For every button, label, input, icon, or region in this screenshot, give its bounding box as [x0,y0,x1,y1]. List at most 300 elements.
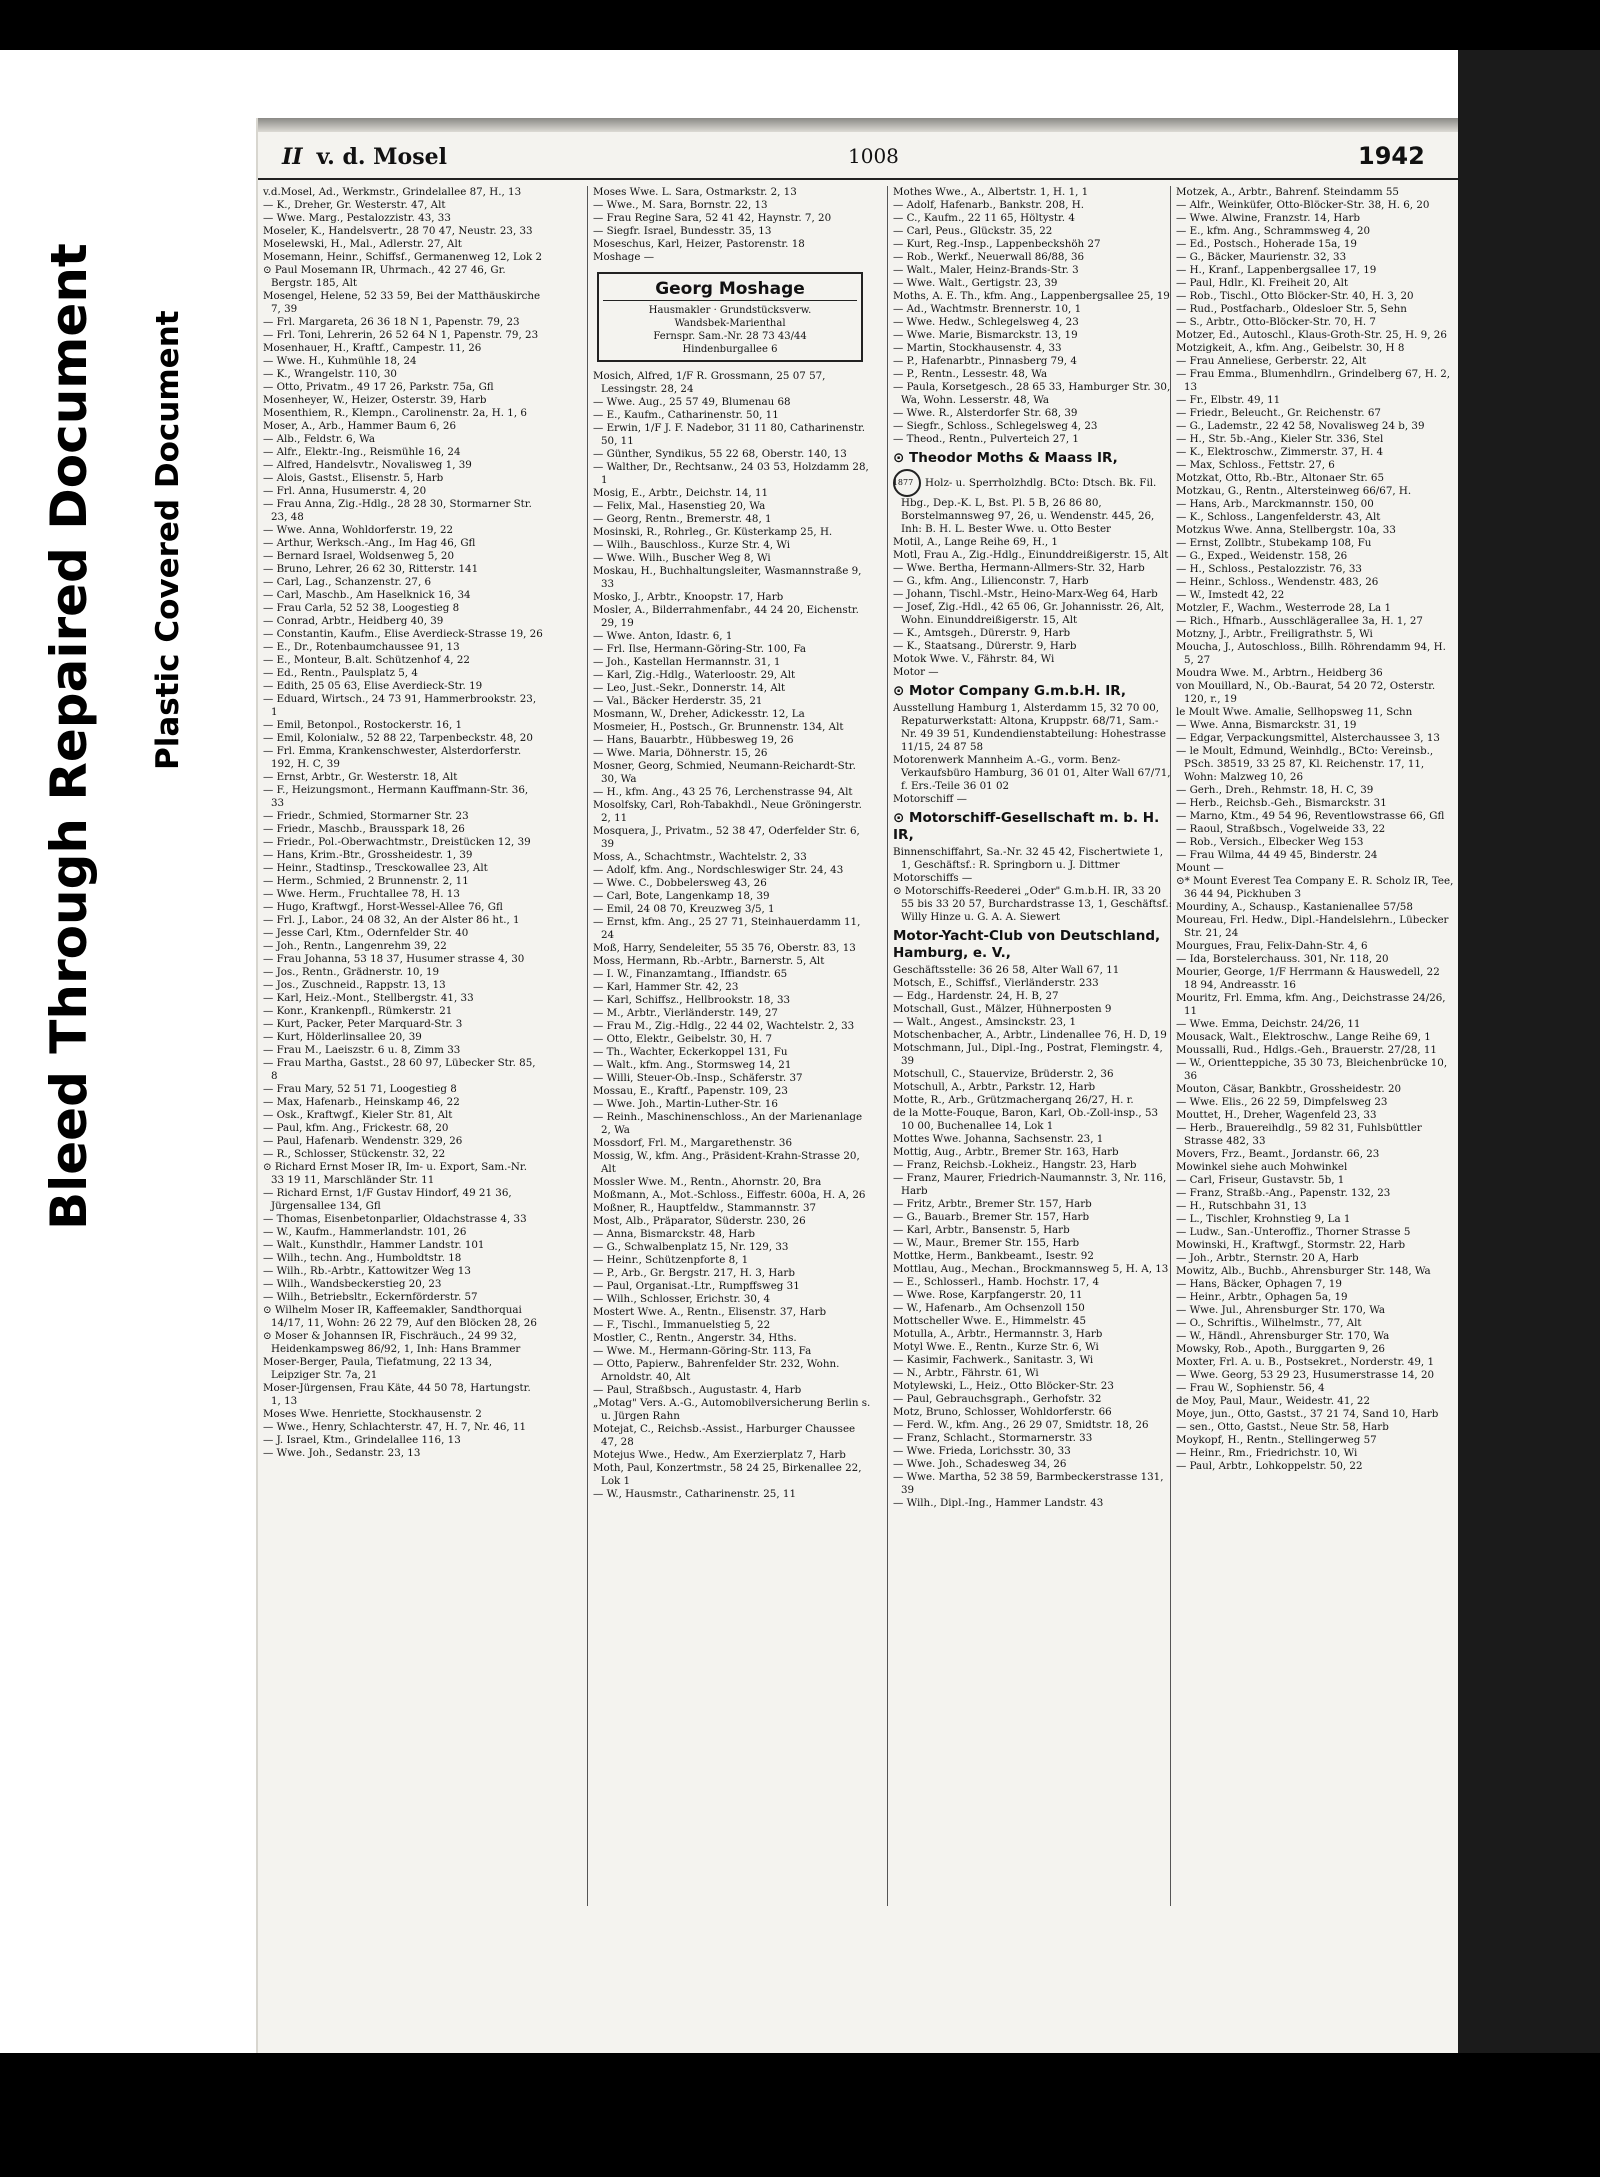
directory-entry: — F., Tischl., Immanuelstieg 5, 22 [593,1319,771,1331]
directory-entry: — Jos., Zuschneid., Rappstr. 13, 13 [263,979,446,991]
moshage-ad-line: Hindenburgallee 6 [682,344,778,355]
directory-entry: — Conrad, Arbtr., Heidberg 40, 39 [263,615,444,627]
directory-entry: — Wwe. H., Kuhmühle 18, 24 [263,355,417,367]
directory-entry: — Wwe. Bertha, Hermann-Allmers-Str. 32, Harb [893,562,1145,574]
directory-entry: — Ludw., San.-Unteroffiz., Thorner Strasse 5 [1176,1226,1411,1238]
directory-entry: — Karl, Zig.-Hdlg., Waterloostr. 29, Alt [593,669,796,681]
directory-entry: Motsch, E., Schiffsf., Vierländerstr. 233 [893,977,1099,989]
directory-entry: — Frau M., Zig.-Hdlg., 22 44 02, Wachtelstr. 2, 33 [593,1020,855,1032]
page-top-shadow [258,118,1458,132]
directory-entry: — Hans, Bäcker, Ophagen 7, 19 [1176,1278,1342,1290]
column-1 [263,186,543,1936]
directory-entry: Mowinski, H., Kraftwgf., Stormstr. 22, Harb [1176,1239,1406,1251]
directory-entry: — J. Israel, Ktm., Grindelallee 116, 13 [263,1434,461,1446]
directory-entry: — Wilh., Wandsbeckerstieg 20, 23 [263,1278,442,1290]
yacht-club-ad [893,928,1173,977]
directory-entry: Moshage — [593,251,655,263]
directory-entry: — Walt., Angest., Amsinckstr. 23, 1 [893,1016,1077,1028]
directory-entry: — W., Kaufm., Hammerlandstr. 101, 26 [263,1226,467,1238]
directory-entry: Motschull, C., Stauervize, Brüderstr. 2, 36 [893,1068,1114,1080]
directory-entry: — G., Bäcker, Maurienstr. 32, 33 [1176,251,1347,263]
directory-entry: — Herm., Schmied, 2 Brunnenstr. 2, 11 [263,875,469,887]
motor-company-ad [893,683,1173,754]
directory-entry: de Moy, Paul, Maur., Weidestr. 41, 22 [1176,1395,1371,1407]
column-2 [593,186,873,1936]
directory-entry: — Wwe. Alwine, Franzstr. 14, Harb [1176,212,1361,224]
directory-entry: — Frl. Emma, Krankenschwester, Alsterdorferstr. 192, H. C, 39 [263,745,522,770]
directory-entry: — Heinr., Schloss., Wendenstr. 483, 26 [1176,576,1379,588]
directory-entry: Mosolfsky, Carl, Roh-Tabakhdl., Neue Gröningerstr. 2, 11 [593,799,862,824]
directory-entry: Mottke, Herm., Bankbeamt., Isestr. 92 [893,1250,1094,1262]
directory-entry: — Kurt, Hölderlinsallee 20, 39 [263,1031,422,1043]
directory-entry: — Ida, Borstelerchauss. 301, Nr. 118, 20 [1176,953,1389,965]
directory-entry: ⊙ Wilhelm Moser IR, Kaffeemakler, Sandthorquai 14/17, 11, Wohn: 26 22 79, Auf den Blöcken 28, 26 [263,1304,537,1329]
directory-entry: — M., Arbtr., Vierländerstr. 149, 27 [593,1007,778,1019]
directory-entry: Mouritz, Frl. Emma, kfm. Ang., Deichstrasse 24/26, 11 [1176,992,1446,1017]
directory-entry: Motschenbacher, A., Arbtr., Lindenallee 76, H. D, 19 [893,1029,1167,1041]
directory-entry: Moßner, R., Hauptfeldw., Stammannstr. 37 [593,1202,817,1214]
directory-entry: Motil, A., Lange Reihe 69, H., 1 [893,536,1058,548]
directory-entry: — P., Hafenarbtr., Pinnasberg 79, 4 [893,355,1077,367]
column-3-part-e [893,977,1173,1510]
directory-entry: Moses Wwe. L. Sara, Ostmarkstr. 2, 13 [593,186,797,198]
directory-entry: — Constantin, Kaufm., Elise Averdieck-Strasse 19, 26 [263,628,543,640]
directory-entry: Moureau, Frl. Hedw., Dipl.-Handelslehrn., Lübecker Str. 21, 24 [1176,914,1449,939]
directory-entry: „Motag" Vers. A.-G., Automobilversicherung Berlin s. u. Jürgen Rahn [593,1397,871,1422]
directory-entry: — F., Heizungsmont., Hermann Kauffmann-Str. 36, 33 [263,784,529,809]
directory-entry: Motte, R., Arb., Grützmacherganq 26/27, H. r. [893,1094,1134,1106]
directory-entry: — Siegfr. Israel, Bundesstr. 35, 13 [593,225,772,237]
directory-entry: — Wwe. Frieda, Lorichsstr. 30, 33 [893,1445,1071,1457]
directory-entry: — Raoul, Straßbsch., Vogelweide 33, 22 [1176,823,1386,835]
directory-entry: — Max, Schloss., Fettstr. 27, 6 [1176,459,1335,471]
directory-entry: — P., Arb., Gr. Bergstr. 217, H. 3, Harb [593,1267,795,1279]
column-divider [587,186,588,1906]
directory-entry: — Felix, Mal., Hasenstieg 20, Wa [593,500,766,512]
column-2-part-a [593,186,873,264]
directory-entry: — Josef, Zig.-Hdl., 42 65 06, Gr. Johannisstr. 26, Alt, Wohn. Einunddreißigerstr. 15, Alt [893,601,1165,626]
directory-entry: — Richard Ernst, 1/F Gustav Hindorf, 49 21 36, Jürgensallee 134, Gfl [263,1187,512,1212]
directory-entry: — Franz, Maurer, Friedrich-Naumannstr. 3, Nr. 116, Harb [893,1172,1167,1197]
directory-entry: Moß, Harry, Sendeleiter, 55 35 76, Oberstr. 83, 13 [593,942,856,954]
directory-entry: — Bernard Israel, Woldsenweg 5, 20 [263,550,455,562]
directory-entry: — Fritz, Arbtr., Bremer Str. 157, Harb [893,1198,1092,1210]
directory-entry: Moucha, J., Autoschloss., Billh. Röhrendamm 94, H. 5, 27 [1176,641,1446,666]
directory-entry: ⊙ Richard Ernst Moser IR, Im- u. Export, Sam.-Nr. 33 19 11, Marschländer Str. 11 [263,1161,527,1186]
directory-entry: Mosengel, Helene, 52 33 59, Bei der Matthäuskirche 7, 39 [263,290,541,315]
directory-entry: — Ad., Wachtmstr. Brennerstr. 10, 1 [893,303,1082,315]
directory-entry: — Heinr., Stadtinsp., Tresckowallee 23, Alt [263,862,488,874]
directory-entry: — L., Tischler, Krohnstieg 9, La 1 [1176,1213,1351,1225]
yacht-club-title: Motor-Yacht-Club von Deutschland, Hamburg, e. V., [893,928,1161,961]
directory-entry: Motorschiff — [893,793,967,805]
directory-entry: — N., Arbtr., Fährstr. 61, Wi [893,1367,1039,1379]
directory-entry: — Alb., Feldstr. 6, Wa [263,433,375,445]
directory-entry: — S., Arbtr., Otto-Blöcker-Str. 70, H. 7 [1176,316,1376,328]
moshage-ad-line: Hausmakler · Grundstücksverw. [648,305,812,316]
directory-entry: Moths, A. E. Th., kfm. Ang., Lappenbergsallee 25, 19 [893,290,1170,302]
directory-entry: v.d.Mosel, Ad., Werkmstr., Grindelallee 87, H., 13 [263,186,522,198]
directory-entry: — Wwe. Wilh., Buscher Weg 8, Wi [593,552,771,564]
directory-entry: — Eduard, Wirtsch., 24 73 91, Hammerbrookstr. 23, 1 [263,693,537,718]
directory-entry: — H., Str. 5b.-Ang., Kieler Str. 336, Stel [1176,433,1384,445]
directory-entry: Mottlau, Aug., Mechan., Brockmannsweg 5, H. A, 13 [893,1263,1169,1275]
directory-entry: — Otto, Papierw., Bahrenfelder Str. 232, Wohn. Arnoldstr. 40, Alt [593,1358,840,1383]
directory-entry: — Walt., Maler, Heinz-Brands-Str. 3 [893,264,1079,276]
directory-entry: — Paul, kfm. Ang., Frickestr. 68, 20 [263,1122,449,1134]
directory-entry: Moser-Jürgensen, Frau Käte, 44 50 78, Hartungstr. 1, 13 [263,1382,531,1407]
directory-entry: — Wwe. Joh., Martin-Luther-Str. 16 [593,1098,778,1110]
directory-entry: — Siegfr., Schloss., Schlegelsweg 4, 23 [893,420,1098,432]
directory-entry: Mottes Wwe. Johanna, Sachsenstr. 23, 1 [893,1133,1104,1145]
directory-entry: — Frau M., Laeiszstr. 6 u. 8, Zimm 33 [263,1044,461,1056]
directory-entry: — Kurt, Reg.-Insp., Lappenbeckshöh 27 [893,238,1101,250]
directory-entry: — Joh., Rentn., Langenrehm 39, 22 [263,940,447,952]
directory-entry: Motzek, A., Arbtr., Bahrenf. Steindamm 55 [1176,186,1399,198]
directory-entry: — Edgar, Verpackungsmittel, Alsterchaussee 3, 13 [1176,732,1440,744]
directory-entry: Mosenheyer, W., Heizer, Osterstr. 39, Harb [263,394,487,406]
directory-entry: — Jesse Carl, Ktm., Odernfelder Str. 40 [263,927,469,939]
directory-entry: — Rud., Postfacharb., Oldesloer Str. 5, Sehn [1176,303,1407,315]
directory-entry: — Edg., Hardenstr. 24, H. B, 27 [893,990,1059,1002]
directory-entry: Mosich, Alfred, 1/F R. Grossmann, 25 07 57, Lessingstr. 28, 24 [593,370,826,395]
directory-entry: — Thomas, Eisenbetonparlier, Oldachstrasse 4, 33 [263,1213,527,1225]
directory-entry: — Wwe. Rose, Karpfangerstr. 20, 11 [893,1289,1083,1301]
directory-entry: — Reinh., Maschinenschloss., An der Marienanlage 2, Wa [593,1111,863,1136]
directory-entry: — Herb., Brauereihdlg., 59 82 31, Fuhlsbüttler Strasse 482, 33 [1176,1122,1422,1147]
directory-entry: — Karl, Heiz.-Mont., Stellbergstr. 41, 33 [263,992,474,1004]
directory-entry: — Paul, Hafenarb. Wendenstr. 329, 26 [263,1135,463,1147]
directory-entry: — K., Schloss., Langenfelderstr. 43, Alt [1176,511,1381,523]
directory-entry: Motulla, A., Arbtr., Hermannstr. 3, Harb [893,1328,1103,1340]
directory-entry: — G., Lademstr., 22 42 58, Novalisweg 24 b, 39 [1176,420,1425,432]
directory-entry: — E., Kaufm., Catharinenstr. 50, 11 [593,409,779,421]
column-divider [887,186,888,1906]
yacht-club-text: Geschäftsstelle: 36 26 58, Alter Wall 67, 11 [893,964,1120,976]
directory-entry: — Frau W., Sophienstr. 56, 4 [1176,1382,1325,1394]
directory-entry: — Carl, Lag., Schanzenstr. 27, 6 [263,576,432,588]
directory-entry: — le Moult, Edmund, Weinhdlg., BCto: Vereinsb., PSch. 38519, 33 25 87, Kl. Reichenstr. 17, 11, Wohn: Malzweg 10, 26 [1176,745,1434,783]
directory-entry: — Rich., Hfnarb., Ausschlägerallee 3a, H. 1, 27 [1176,615,1423,627]
directory-entry: — Marno, Ktm., 49 54 96, Reventlowstrasse 66, Gfl [1176,810,1445,822]
directory-entry: — Wilh., Betriebsltr., Eckernförderstr. 57 [263,1291,478,1303]
directory-entry: Most, Alb., Präparator, Süderstr. 230, 26 [593,1215,806,1227]
directory-entry: — Otto, Privatm., 49 17 26, Parkstr. 75a, Gfl [263,381,494,393]
directory-entry: — Osk., Kraftwgf., Kieler Str. 81, Alt [263,1109,453,1121]
directory-entry: Mowsky, Rob., Apoth., Burggarten 9, 26 [1176,1343,1385,1355]
header-section: v. d. Mosel [316,144,447,170]
directory-entry: — Wwe. Anton, Idastr. 6, 1 [593,630,733,642]
bottom-black-border [0,2053,1600,2177]
directory-entry: — H., Rutschbahn 31, 13 [1176,1200,1307,1212]
directory-entry: Moth, Paul, Konzertmstr., 58 24 25, Birkenallee 22, Lok 1 [593,1462,862,1487]
directory-entry: — Frl. J., Labor., 24 08 32, An der Alster 86 ht., 1 [263,914,520,926]
directory-entry: Moxter, Frl. A. u. B., Postsekret., Norderstr. 49, 1 [1176,1356,1434,1368]
motorschiff-ges-title: ⊙ Motorschiff-Gesellschaft m. b. H. IR, [893,810,1160,843]
directory-entry: — Konr., Krankenpfl., Rümkerstr. 21 [263,1005,453,1017]
directory-entry: — Wwe., Henry, Schlachterstr. 47, H. 7, Nr. 46, 11 [263,1421,527,1433]
directory-entry: — Wwe. Georg, 53 29 23, Husumerstrasse 14, 20 [1176,1369,1435,1381]
directory-entry: — Hans, Bauarbtr., Hübbesweg 19, 26 [593,734,794,746]
motor-company-text: Ausstellung Hamburg 1, Alsterdamm 15, 32 70 00, Repaturwerkstatt: Altona, Kruppstr. 68/71, Sam.-Nr. 49 39 51, Kundendienstabteilung: Hohestrasse 11/15, 24 87 58 [893,702,1167,753]
directory-entry: Mosler, A., Bilderrahmenfabr., 44 24 20, Eichenstr. 29, 19 [593,604,859,629]
directory-entry: — Hans, Arb., Marckmannstr. 150, 00 [1176,498,1374,510]
right-dark-strip [1458,50,1600,2053]
directory-entry: Mosemann, Heinr., Schiffsf., Germanenweg 12, Lok 2 [263,251,543,263]
directory-entry: Mouttet, H., Dreher, Wagenfeld 23, 33 [1176,1109,1377,1121]
directory-entry: — Willi, Steuer-Ob.-Insp., Schäferstr. 37 [593,1072,803,1084]
directory-entry: ⊙ Moser & Johannsen IR, Fischräuch., 24 99 32, Heidenkampsweg 86/92, 1, Inh: Hans Brammer [263,1330,521,1355]
directory-entry: Mottscheller Wwe. E., Himmelstr. 45 [893,1315,1087,1327]
directory-entry: — E., Dr., Rotenbaumchaussee 91, 13 [263,641,460,653]
directory-entry: — Wwe. Hedw., Schlegelsweg 4, 23 [893,316,1079,328]
directory-entry: — K., Elektroschw., Zimmerstr. 37, H. 4 [1176,446,1384,458]
directory-entry: — C., Kaufm., 22 11 65, Höltystr. 4 [893,212,1075,224]
directory-entry: — Martin, Stockhausenstr. 4, 33 [893,342,1062,354]
moshage-advertisement [597,272,863,362]
directory-entry: — Ed., Rentn., Paulsplatz 5, 4 [263,667,418,679]
directory-entry: — K., Dreher, Gr. Westerstr. 47, Alt [263,199,446,211]
moshage-ad-line: Wandsbek-Marienthal [674,318,786,329]
directory-entry: — Rob., Versich., Elbecker Weg 153 [1176,836,1364,848]
motorschiff-ges-text: Binnenschiffahrt, Sa.-Nr. 32 45 42, Fischertwiete 1, 1, Geschäftsf.: R. Springborn u. J. Dittmer [893,846,1164,871]
directory-entry: Motzkau, G., Rentn., Altersteinweg 66/67, H. [1176,485,1412,497]
directory-entry: Motor — [893,666,939,678]
directory-entry: — Adolf, Hafenarb., Bankstr. 208, H. [893,199,1084,211]
directory-entry: de la Motte-Fouque, Baron, Karl, Ob.-Zoll-insp., 53 10 00, Buchenallee 14, Lok 1 [893,1107,1159,1132]
directory-entry: — Jos., Rentn., Grädnerstr. 10, 19 [263,966,440,978]
plastic-covered-label: Plastic Covered Document [150,310,186,770]
directory-entry: Moses Wwe. Henriette, Stockhausenstr. 2 [263,1408,482,1420]
directory-entry: — Max, Hafenarb., Heinskamp 46, 22 [263,1096,460,1108]
directory-entry: Mowitz, Alb., Buchb., Ahrensburger Str. 148, Wa [1176,1265,1431,1277]
directory-entry: — E., Schlosserl., Hamb. Hochstr. 17, 4 [893,1276,1100,1288]
directory-entry: — G., kfm. Ang., Lilienconstr. 7, Harb [893,575,1089,587]
directory-entry: — Frl. Toni, Lehrerin, 26 52 64 N 1, Papenstr. 79, 23 [263,329,539,341]
directory-entry: Moss, Hermann, Rb.-Arbtr., Barnerstr. 5, Alt [593,955,825,967]
directory-entry: — Carl, Friseur, Gustavstr. 5b, 1 [1176,1174,1345,1186]
directory-entry: le Moult Wwe. Amalie, Sellhopsweg 11, Schn [1176,706,1413,718]
directory-entry: — Kurt, Packer, Peter Marquard-Str. 3 [263,1018,463,1030]
moths-maass-logo-icon: 1877 [893,469,921,497]
directory-entry: Mosig, E., Arbtr., Deichstr. 14, 11 [593,487,769,499]
directory-entry: — Walt., Kunsthdlr., Hammer Landstr. 101 [263,1239,485,1251]
directory-entry: Mourgues, Frau, Felix-Dahn-Str. 4, 6 [1176,940,1368,952]
motorschiff-ges-ad [893,810,1173,872]
directory-entry: — Friedr., Pol.-Oberwachtmstr., Dreistücken 12, 39 [263,836,531,848]
directory-entry: Mourdiny, A., Schausp., Kastanienallee 57/58 [1176,901,1413,913]
bleed-through-label: Bleed Through Repaired Document [40,243,98,1230]
directory-entry: Motschmann, Jul., Dipl.-Ing., Postrat, Flemingstr. 4, 39 [893,1042,1163,1067]
column-4 [1176,186,1456,1936]
directory-entry: Moser-Berger, Paula, Tiefatmung, 22 13 34, Leipziger Str. 7a, 21 [263,1356,492,1381]
directory-entry: — R., Schlosser, Stückenstr. 32, 22 [263,1148,446,1160]
directory-entry: Moselewski, H., Mal., Adlerstr. 27, Alt [263,238,462,250]
directory-entry: — Wilh., Rb.-Arbtr., Kattowitzer Weg 13 [263,1265,471,1277]
directory-entry: — Carl, Peus., Glückstr. 35, 22 [893,225,1053,237]
directory-entry: Motl, Frau A., Zig.-Hdlg., Einunddreißigerstr. 15, Alt [893,549,1169,561]
directory-entry: Mosenhauer, H., Kraftf., Campestr. 11, 26 [263,342,482,354]
directory-entry: — Frau Anneliese, Gerberstr. 22, Alt [1176,355,1367,367]
top-black-border [0,0,1600,50]
directory-entry: — Anna, Bismarckstr. 48, Harb [593,1228,755,1240]
directory-entry: — Friedr., Beleucht., Gr. Reichenstr. 67 [1176,407,1381,419]
directory-entry: — Ed., Postsch., Hoherade 15a, 19 [1176,238,1357,250]
directory-entry: Motzkat, Otto, Rb.-Btr., Altonaer Str. 65 [1176,472,1384,484]
directory-entry: Motschull, A., Arbtr., Parkstr. 12, Harb [893,1081,1096,1093]
directory-entry: Motejus Wwe., Hedw., Am Exerzierplatz 7, Harb [593,1449,846,1461]
directory-entry: — Ernst, kfm. Ang., 25 27 71, Steinhauerdamm 11, 24 [593,916,861,941]
moths-maass-text: 1877 Holz- u. Sperrholzhdlg. BCto: Dtsch. Bk. Fil. Hbg., Dep.-K. L, Bst. Pl. 5 B, 26 86 80, Borstelmannsweg 97, 26, u. Wendenstr. 445, 26, Inh: B. H. L. Bester Wwe. u. Otto Bester [893,469,1173,536]
directory-entry: — Paul, Organisat.-Ltr., Rumpffsweg 31 [593,1280,800,1292]
directory-entry: — K., Staatsang., Dürerstr. 9, Harb [893,640,1077,652]
directory-entry: — Wwe., M. Sara, Bornstr. 22, 13 [593,199,768,211]
directory-entry: Mostler, C., Rentn., Angerstr. 34, Hths. [593,1332,797,1344]
directory-entry: — Wilh., Bauschloss., Kurze Str. 4, Wi [593,539,791,551]
directory-entry: — Friedr., Maschb., Brausspark 18, 26 [263,823,465,835]
directory-entry: Motorenwerk Mannheim A.-G., vorm. Benz-Verkaufsbüro Hamburg, 36 01 01, Alter Wall 67/71, f. Ers.-Teile 36 01 02 [893,754,1171,792]
directory-entry: — W., Orientteppiche, 35 30 73, Bleichenbrücke 10, 36 [1176,1057,1448,1082]
directory-entry: — Rob., Werkf., Neuerwall 86/88, 36 [893,251,1085,263]
directory-entry: — H., kfm. Ang., 43 25 76, Lerchenstrasse 94, Alt [593,786,853,798]
directory-entry: Mottig, Aug., Arbtr., Bremer Str. 163, Harb [893,1146,1119,1158]
directory-entry: — Val., Bäcker Herderstr. 35, 21 [593,695,763,707]
directory-entry: — Frau Wilma, 44 49 45, Binderstr. 24 [1176,849,1378,861]
directory-entry: Motzny, J., Arbtr., Freiligrathstr. 5, Wi [1176,628,1373,640]
directory-entry: Motejat, C., Reichsb.-Assist., Harburger Chaussee 47, 28 [593,1423,856,1448]
directory-entry: — G., Schwalbenplatz 15, Nr. 129, 33 [593,1241,789,1253]
directory-entry: — Georg, Rentn., Bremerstr. 48, 1 [593,513,772,525]
document-page [258,118,1458,2053]
directory-entry: Motschall, Gust., Mälzer, Hühnerposten 9 [893,1003,1112,1015]
directory-entry: — Ferd. W., kfm. Ang., 26 29 07, Smidtstr. 18, 26 [893,1419,1149,1431]
directory-entry: — Emil, Betonpol., Rostockerstr. 16, 1 [263,719,463,731]
directory-entry: ⊙ Motorschiffs-Reederei „Oder" G.m.b.H. IR, 33 20 55 bis 33 20 57, Burchardstrasse 13, 1, Geschäftsf.: Willy Hinze u. G. A. A. Siewert [893,885,1173,923]
directory-entry: Mossdorf, Frl. M., Margarethenstr. 36 [593,1137,792,1149]
directory-entry: — Arthur, Werksch.-Ang., Im Hag 46, Gfl [263,537,476,549]
directory-entry: — W., Maur., Bremer Str. 155, Harb [893,1237,1080,1249]
directory-entry: — G., Exped., Weidenstr. 158, 26 [1176,550,1348,562]
directory-entry: ⊙* Mount Everest Tea Company E. R. Scholz IR, Tee, 36 44 94, Pickhuben 3 [1176,875,1454,900]
directory-entry: — Wwe. Emma, Deichstr. 24/26, 11 [1176,1018,1361,1030]
directory-entry: ⊙ Paul Mosemann IR, Uhrmach., 42 27 46, Gr. Bergstr. 185, Alt [263,264,506,289]
directory-entry: — Wwe. Joh., Sedanstr. 23, 13 [263,1447,421,1459]
directory-entry: — Wwe. Walt., Gertigstr. 23, 39 [893,277,1058,289]
directory-entry: — Th., Wachter, Eckerkoppel 131, Fu [593,1046,788,1058]
directory-entry: — Wwe. Aug., 25 57 49, Blumenau 68 [593,396,791,408]
directory-entry: — Paul, Straßbsch., Augustastr. 4, Harb [593,1384,802,1396]
directory-entry: Moßmann, A., Mot.-Schloss., Eiffestr. 600a, H. A, 26 [593,1189,866,1201]
header-rule [258,178,1458,180]
directory-entry: — Heinr., Rm., Friedrichstr. 10, Wi [1176,1447,1358,1459]
directory-entry: Mount — [1176,862,1224,874]
directory-entry: — Wwe. Joh., Schadesweg 34, 26 [893,1458,1067,1470]
directory-entry: — Frau Martha, Gastst., 28 60 97, Lübecker Str. 85, 8 [263,1057,536,1082]
directory-entry: — Hugo, Kraftwgf., Horst-Wessel-Allee 76, Gfl [263,901,503,913]
directory-entry: — Fr., Elbstr. 49, 11 [1176,394,1281,406]
directory-entry: Moskau, H., Buchhaltungsleiter, Wasmannstraße 9, 33 [593,565,862,590]
directory-entry: — Paula, Korsetgesch., 28 65 33, Hamburger Str. 30, Wa, Wohn. Lesserstr. 48, Wa [893,381,1171,406]
directory-entry: — Emil, 24 08 70, Kreuzweg 3/5, 1 [593,903,775,915]
directory-entry: — Alfred, Handelsvtr., Novalisweg 1, 39 [263,459,472,471]
directory-entry: — W., Hafenarb., Am Ochsenzoll 150 [893,1302,1085,1314]
directory-entry: Motzigkeit, A., kfm. Ang., Geibelstr. 30, H 8 [1176,342,1405,354]
directory-entry: — Ernst, Zollbtr., Stubekamp 108, Fu [1176,537,1372,549]
directory-entry: — I. W., Finanzamtang., Iffiandstr. 65 [593,968,788,980]
page-header [258,140,1458,176]
directory-entry: Moseschus, Karl, Heizer, Pastorenstr. 18 [593,238,805,250]
directory-entry: — Joh., Arbtr., Sternstr. 20 A, Harb [1176,1252,1359,1264]
directory-entry: — Wilh., techn. Ang., Humboldtstr. 18 [263,1252,462,1264]
directory-entry: Mosinski, R., Rohrleg., Gr. Küsterkamp 25, H. [593,526,833,538]
column-3-part-b [893,536,1173,679]
moths-maass-ad [893,450,1173,536]
directory-entry: — Herb., Reichsb.-Geh., Bismarckstr. 31 [1176,797,1387,809]
directory-entry: — Wwe. Marie, Bismarckstr. 13, 19 [893,329,1078,341]
directory-entry: — Alfr., Elektr.-Ing., Reismühle 16, 24 [263,446,461,458]
directory-entry: — Joh., Kastellan Hermannstr. 31, 1 [593,656,781,668]
column-3-part-c [893,754,1173,806]
directory-entry: — Karl, Hammer Str. 42, 23 [593,981,739,993]
directory-entry: — Wwe. Marg., Pestalozzistr. 43, 33 [263,212,451,224]
directory-entry: Mosenthiem, R., Klempn., Carolinenstr. 2a, H. 1, 6 [263,407,527,419]
directory-entry: — Frau Johanna, 53 18 37, Husumer strasse 4, 30 [263,953,525,965]
directory-entry: — Wilh., Dipl.-Ing., Hammer Landstr. 43 [893,1497,1104,1509]
directory-entry: — Adolf, kfm. Ang., Nordschleswiger Str. 24, 43 [593,864,844,876]
directory-entry: — Karl, Arbtr., Bansenstr. 5, Harb [893,1224,1070,1236]
directory-entry: — Wwe. Maria, Döhnerstr. 15, 26 [593,747,768,759]
directory-entry: — Wwe. Martha, 52 38 59, Barmbeckerstrasse 131, 39 [893,1471,1164,1496]
directory-entry: Mouton, Cäsar, Bankbtr., Grossheidestr. 20 [1176,1083,1402,1095]
column-3-part-d [893,872,1173,924]
directory-entry: Mothes Wwe., A., Albertstr. 1, H. 1, 1 [893,186,1089,198]
directory-entry: — Franz, Reichsb.-Lokheiz., Hangstr. 23, Harb [893,1159,1137,1171]
directory-entry: — Franz, Straßb.-Ang., Papenstr. 132, 23 [1176,1187,1391,1199]
directory-entry: — O., Schriftis., Wilhelmstr., 77, Alt [1176,1317,1362,1329]
column-2-part-b [593,370,873,1501]
directory-entry: — Bruno, Lehrer, 26 62 30, Ritterstr. 141 [263,563,479,575]
directory-entry: — E., kfm. Ang., Schrammsweg 4, 20 [1176,225,1371,237]
directory-entry: — Karl, Schiffsz., Hellbrookstr. 18, 33 [593,994,791,1006]
directory-entry: Moseler, K., Handelsvertr., 28 70 47, Neustr. 23, 33 [263,225,533,237]
directory-entry: — Carl, Bote, Langenkamp 18, 39 [593,890,770,902]
directory-entry: — Walther, Dr., Rechtsanw., 24 03 53, Holzdamm 28, 1 [593,461,869,486]
directory-entry: — G., Bauarb., Bremer Str. 157, Harb [893,1211,1090,1223]
directory-entry: — H., Kranf., Lappenbergsallee 17, 19 [1176,264,1377,276]
directory-entry: Moudra Wwe. M., Arbtrn., Heidberg 36 [1176,667,1383,679]
moshage-ad-title: Georg Moshage [603,278,857,301]
directory-entry: — Emil, Kolonialw., 52 88 22, Tarpenbeckstr. 48, 20 [263,732,533,744]
directory-entry: — Alois, Gastst., Elisenstr. 5, Harb [263,472,444,484]
directory-entry: von Mouillard, N., Ob.-Baurat, 54 20 72, Osterstr. 120, r., 19 [1176,680,1436,705]
directory-entry: — Frl. Ilse, Hermann-Göring-Str. 100, Fa [593,643,807,655]
header-year: 1942 [1358,142,1425,170]
directory-entry: Mousack, Walt., Elektroschw., Lange Reihe 69, 1 [1176,1031,1431,1043]
directory-entry: Mosmann, W., Dreher, Adickesstr. 12, La [593,708,805,720]
directory-entry: Mosquera, J., Privatm., 52 38 47, Oderfelder Str. 6, 39 [593,825,860,850]
directory-entry: — Frau Regine Sara, 52 41 42, Haynstr. 7, 20 [593,212,832,224]
directory-entry: Mossler Wwe. M., Rentn., Ahornstr. 20, Bra [593,1176,822,1188]
directory-entry: — Frau Emma., Blumenhdlrn., Grindelberg 67, H. 2, 13 [1176,368,1451,393]
directory-entry: — Wwe. Elis., 26 22 59, Dimpfelsweg 23 [1176,1096,1388,1108]
directory-entry: — Heinr., Arbtr., Ophagen 5a, 19 [1176,1291,1348,1303]
directory-entry: Motzler, F., Wachm., Westerrode 28, La 1 [1176,602,1392,614]
directory-entry: — K., Wrangelstr. 110, 30 [263,368,397,380]
directory-entry: Mossau, E., Kraftf., Papenstr. 109, 23 [593,1085,788,1097]
directory-entry: — K., Amtsgeh., Dürerstr. 9, Harb [893,627,1071,639]
directory-entry: — H., Schloss., Pestalozzistr. 76, 33 [1176,563,1362,575]
column-3 [893,186,1173,1936]
